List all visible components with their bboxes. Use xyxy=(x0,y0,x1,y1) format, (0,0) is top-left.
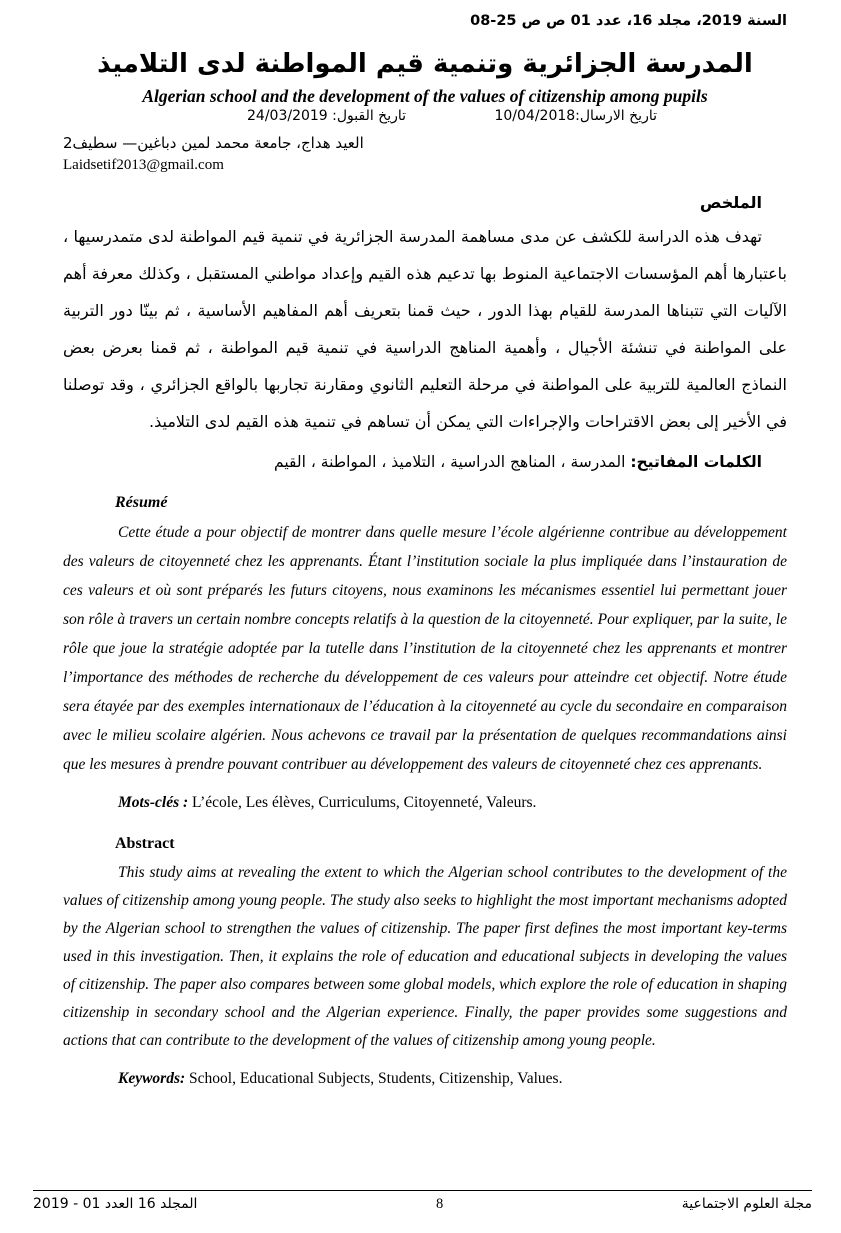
journal-issue-line: السنة 2019، مجلد 16، عدد 01 ص ص 25-08 xyxy=(470,13,787,29)
resume-heading: Résumé xyxy=(115,494,168,511)
footer-volume-issue: المجلد 16 العدد 01 - 2019 xyxy=(33,1196,198,1212)
keywords-english-label: Keywords: xyxy=(118,1070,186,1087)
page-footer xyxy=(33,1190,812,1214)
date-received: تاريخ الارسال:10/04/2018 xyxy=(494,108,657,124)
author-email: Laidsetif2013@gmail.com xyxy=(63,157,224,173)
author-affiliation: العيد هداج، جامعة محمد لمين دباغين— سطيف2 xyxy=(63,134,364,152)
footer-journal-name: مجلة العلوم الاجتماعية xyxy=(681,1196,812,1212)
submission-dates-row xyxy=(63,108,787,132)
date-accepted: تاريخ القبول: 24/03/2019 xyxy=(247,108,407,124)
keywords-french-line xyxy=(63,791,787,815)
keywords-arabic-label: الكلمات المفاتيح: xyxy=(630,453,762,471)
keywords-english-line xyxy=(63,1067,787,1091)
article-title-arabic: المدرسة الجزائرية وتنمية قيم المواطنة لدى التلاميذ xyxy=(97,49,753,79)
abstract-arabic-heading: الملخص xyxy=(699,193,762,212)
resume-body: Cette étude a pour objectif de montrer dans quelle mesure l’école algérienne contribue au développement des valeurs de citoyenneté chez les apprenants. Étant l’institution sociale la plus impliquée dans l’instauration de ces valeurs et où sont préparés les futurs citoyens, nous examinons les mécanismes essentiel lui permettant jouer son rôle à travers un certain nombre concepts relatifs à la question de la citoyenneté. Pour expliquer, par la suite, le rôle que joue la stratégie adoptée par la tutelle dans l’institution de la citoyenneté chez les apprenants et montrer l’importance des méthodes de recherche du développement de ces valeurs pour atteindre cet objectif. Notre étude sera étayée par des exemples internationaux de l’éducation à la citoyenneté au cycle du secondaire en comparaison avec le milieu scolaire algérien. Nous achevons ce travail par la présentation de quelques recommandations ainsi que les mesures à prendre pouvant contribuer au développement des valeurs de citoyenneté chez ces apprenants. xyxy=(63,524,787,773)
article-title-english: Algerian school and the development of the values of citizenship among pupils xyxy=(142,86,708,106)
keywords-french-label: Mots-clés : xyxy=(118,794,189,811)
abstract-english-heading: Abstract xyxy=(115,835,175,852)
abstract-english-body: This study aims at revealing the extent to which the Algerian school contributes to the development of the values of citizenship among young people. The study also seeks to highlight the most important mechanisms adopted by the Algerian school to strengthen the values of citizenship. The paper first defines the most important key-terms used in this investigation. Then, it explains the role of education and educational subjects in developing the values of citizenship. The paper also compares between some global models, which explore the role of education in shaping citizenship in secondary school and the Algerian experience. Finally, the paper provides some suggestions and actions that can contribute to the development of the values of citizenship among young people. xyxy=(63,864,787,1049)
keywords-arabic-values: المدرسة ، المناهج الدراسية ، التلاميذ ، المواطنة ، القيم xyxy=(274,453,626,471)
footer-page-number: 8 xyxy=(435,1196,444,1212)
abstract-arabic-body: تهدف هذه الدراسة للكشف عن مدى مساهمة المدرسة الجزائرية في تنمية قيم المواطنة لدى متمدرسيها ، باعتبارها أهم المؤسسات الاجتماعية المنوط بها تدعيم هذه القيم وإعداد مواطني المستقبل ، وكذلك معرفة أهم الآليات التي تتبناها المدرسة للقيام بهذا الدور ، حيث قمنا بتعريف أهم المفاهيم الأساسية ، ثم بينّا دور التربية على المواطنة في تنشئة الأجيال ، وأهمية المناهج الدراسية في تنمية قيم المواطنة ، ثم قمنا بعرض بعض النماذج العالمية للتربية على المواطنة في مرحلة التعليم الثانوي ومقارنة تجاربها بالواقع الجزائري ، وقد توصلنا في الأخير إلى بعض الاقتراحات والإجراءات التي يمكن أن تساهم في تنمية هذه القيم لدى التلاميذ. xyxy=(63,227,787,431)
keywords-english-values: School, Educational Subjects, Students, Citizenship, Values. xyxy=(189,1070,563,1087)
keywords-arabic-line xyxy=(63,450,787,474)
keywords-french-values: L’école, Les élèves, Curriculums, Citoyenneté, Valeurs. xyxy=(192,794,537,811)
